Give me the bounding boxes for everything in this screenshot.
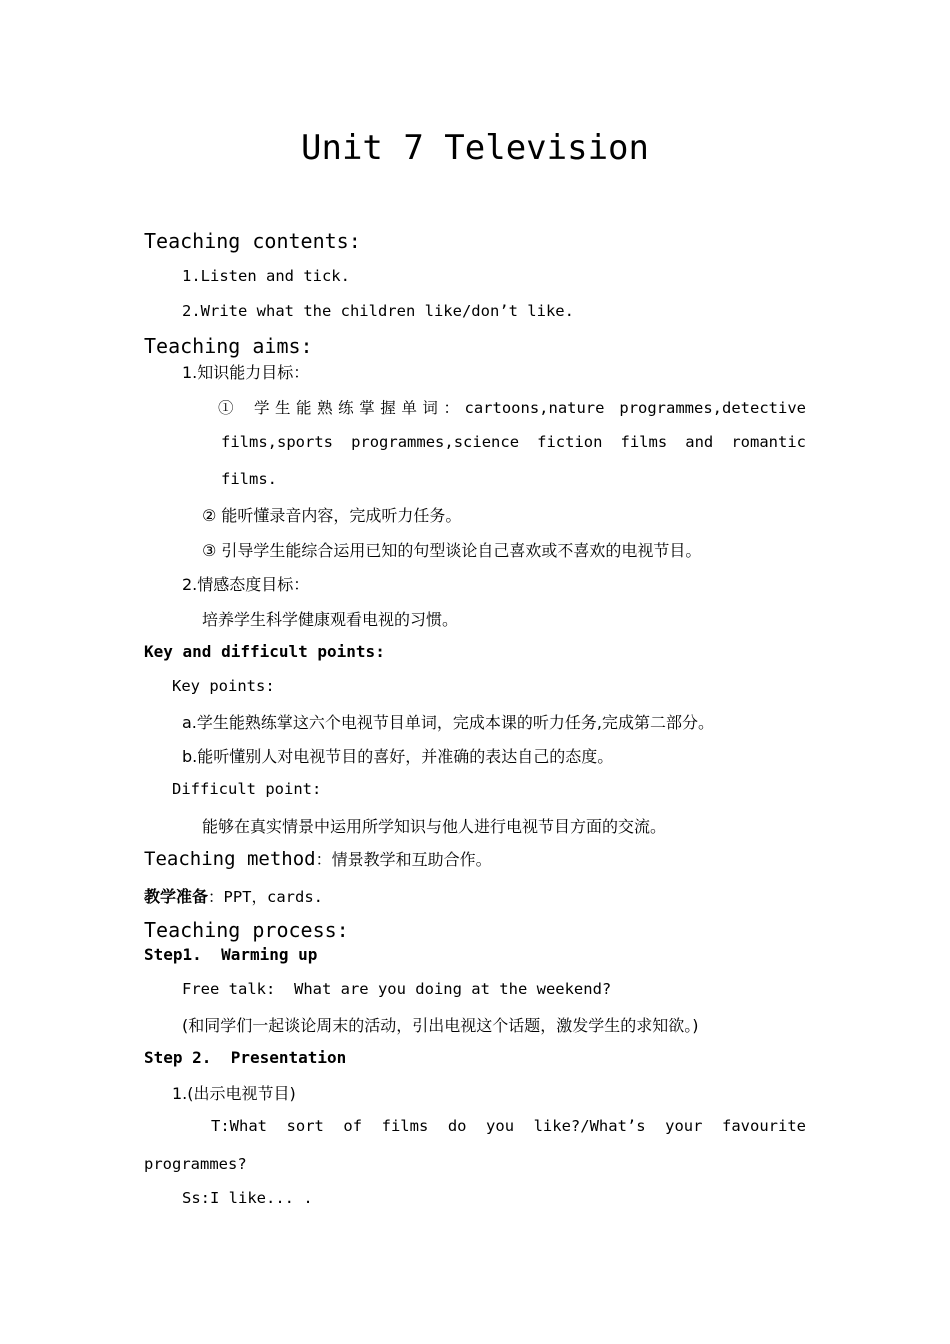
teacher-question-line-1: T:What sort of films do you like?/What’s your favourite bbox=[211, 1117, 806, 1135]
contents-item-2: 2.Write what the children like/don’t like. bbox=[182, 302, 574, 320]
teaching-prep-text: ：PPT，cards. bbox=[208, 888, 324, 906]
key-points-label: Key points: bbox=[172, 677, 275, 695]
emotion-aims-label: 2.情感态度目标： bbox=[182, 575, 310, 594]
difficult-point-text: 能够在真实情景中运用所学知识与他人进行电视节目方面的交流。 bbox=[202, 817, 667, 836]
teaching-method-label: Teaching method bbox=[144, 848, 316, 870]
key-point-b: b.能听懂别人对电视节目的喜好，并准确的表达自己的态度。 bbox=[182, 747, 614, 766]
teaching-prep-line bbox=[144, 884, 323, 907]
teaching-process-heading: Teaching process: bbox=[144, 918, 349, 942]
key-difficult-heading: Key and difficult points: bbox=[144, 642, 385, 661]
step-1-note: (和同学们一起谈论周末的活动，引出电视这个话题，激发学生的求知欲。) bbox=[182, 1016, 699, 1035]
knowledge-aims-label: 1.知识能力目标： bbox=[182, 363, 310, 382]
aim-item-1-line-1: ① 学生能熟练掌握单词：cartoons,nature programmes,detective bbox=[218, 399, 806, 417]
step-2-title: Step 2. Presentation bbox=[144, 1048, 347, 1067]
contents-item-1: 1.Listen and tick. bbox=[182, 267, 350, 285]
page-title: Unit 7 Television bbox=[301, 128, 649, 168]
aim-item-2: ② 能听懂录音内容，完成听力任务。 bbox=[202, 506, 462, 525]
teaching-prep-label: 教学准备 bbox=[144, 887, 209, 906]
students-answer: Ss:I like... . bbox=[182, 1189, 313, 1207]
teaching-aims-heading: Teaching aims: bbox=[144, 334, 313, 358]
step-2-item-1: 1.(出示电视节目) bbox=[172, 1084, 296, 1103]
teaching-contents-heading: Teaching contents: bbox=[144, 229, 361, 253]
teaching-method-line bbox=[144, 847, 492, 870]
aim-item-3: ③ 引导学生能综合运用已知的句型谈论自己喜欢或不喜欢的电视节目。 bbox=[202, 541, 702, 560]
step-1-free-talk: Free talk: What are you doing at the weekend? bbox=[182, 980, 612, 998]
teacher-question-line-2: programmes? bbox=[144, 1155, 247, 1173]
key-point-a: a.学生能熟练掌这六个电视节目单词，完成本课的听力任务,完成第二部分。 bbox=[182, 713, 714, 732]
aim-item-1-line-2: films,sports programmes,science fiction films and romantic bbox=[221, 433, 806, 451]
emotion-aims-text: 培养学生科学健康观看电视的习惯。 bbox=[202, 610, 459, 629]
teaching-method-text: ：情景教学和互助合作。 bbox=[315, 850, 492, 869]
difficult-point-label: Difficult point: bbox=[172, 780, 322, 798]
aim-item-1-line-3: films. bbox=[221, 470, 277, 488]
step-1-title: Step1. Warming up bbox=[144, 945, 318, 964]
